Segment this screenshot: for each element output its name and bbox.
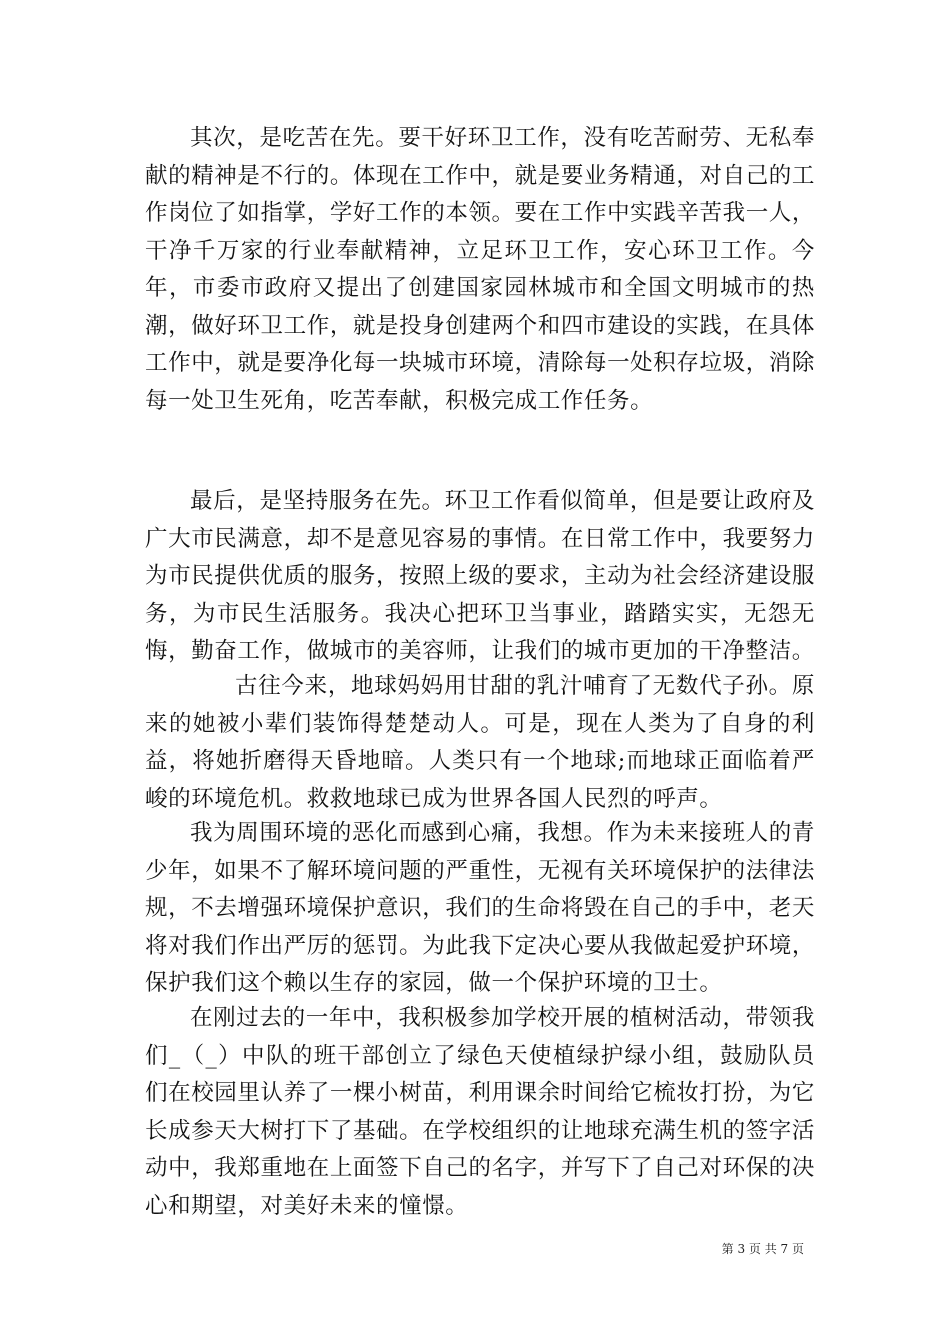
paragraph-hard-work: 其次，是吃苦在先。要干好环卫工作，没有吃苦耐劳、无私奉献的精神是不行的。体现在工作中，就是要业务精通，对自己的工作岗位了如指掌，学好工作的本领。要在工作中实践辛苦我一人，干净千万家的行业奉献精神，立足环卫工作，安心环卫工作。今年，市委市政府又提出了创建国家园林城市和全国文明城市的热潮，做好环卫工作，就是投身创建两个和四市建设的实践，在具体工作中，就是要净化每一块城市环境，清除每一处积存垃圾，消除每一处卫生死角，吃苦奉献，积极完成工作任务。	[145, 125, 815, 414]
paragraph-environment-concern: 我为周围环境的恶化而感到心痛，我想。作为未来接班人的青少年，如果不了解环境问题的严重性，无视有关环境保护的法律法规，不去增强环境保护意识，我们的生命将毁在自己的手中，老天将对我们作出严厉的惩罚。为此我下定决心要从我做起爱护环境，保护我们这个赖以生存的家园，做一个保护环境的卫士。	[145, 820, 815, 996]
paragraph-earth-mother: 古往今来，地球妈妈用甘甜的乳汁哺育了无数代子孙。原来的她被小辈们装饰得楚楚动人。可是，现在人类为了自身的利益，将她折磨得天昏地暗。人类只有一个地球;而地球正面临着严峻的环境危机。救救地球已成为世界各国人民烈的呼声。	[145, 673, 815, 812]
page-number-footer: 第 3 页 共 7 页	[721, 1242, 804, 1256]
paragraph-tree-planting: 在刚过去的一年中，我积极参加学校开展的植树活动，带领我们_（_）中队的班干部创立了绿色天使植绿护绿小组，鼓励队员们在校园里认养了一棵小树苗，利用课余时间给它梳妆打扮，为它长成参天大树打下了基础。在学校组织的让地球充满生机的签字活动中，我郑重地在上面签下自己的名字，并写下了自己对环保的决心和期望，对美好未来的憧憬。	[145, 1005, 815, 1219]
paragraph-service: 最后，是坚持服务在先。环卫工作看似简单，但是要让政府及广大市民满意，却不是意见容易的事情。在日常工作中，我要努力为市民提供优质的服务，按照上级的要求，主动为社会经济建设服务，为市民生活服务。我决心把环卫当事业，踏踏实实，无怨无悔，勤奋工作，做城市的美容师，让我们的城市更加的干净整洁。	[145, 488, 815, 664]
